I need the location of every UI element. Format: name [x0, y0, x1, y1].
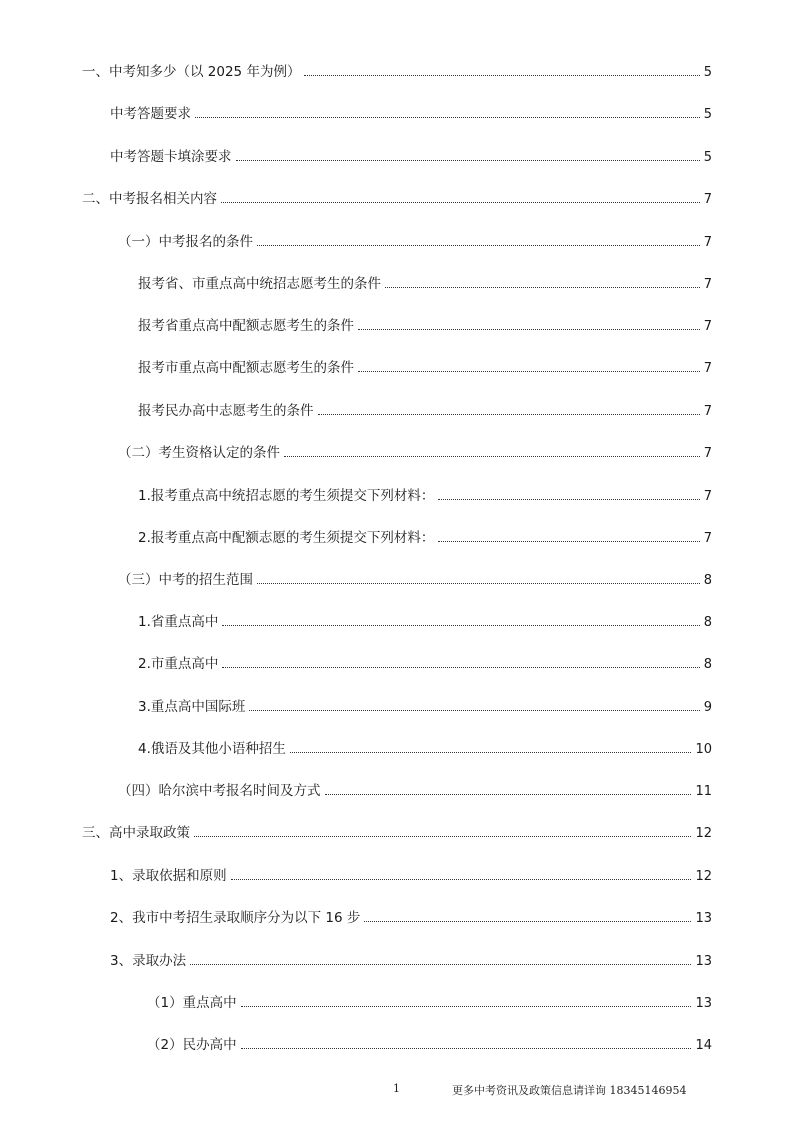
- dot-leader: [231, 879, 692, 880]
- toc-page-number: 5: [703, 150, 712, 165]
- toc-entry[interactable]: [0, 610, 794, 634]
- dot-leader: [257, 583, 700, 584]
- toc-entry-title: 三、高中录取政策: [82, 825, 190, 841]
- toc-entry[interactable]: [0, 102, 794, 126]
- toc-entry[interactable]: [0, 60, 794, 84]
- toc-entry[interactable]: [0, 1033, 794, 1057]
- toc-page-number: 9: [703, 700, 712, 715]
- toc-page-number: 8: [703, 573, 712, 588]
- toc-page-number: 10: [695, 742, 712, 757]
- toc-entry[interactable]: [0, 356, 794, 380]
- dot-leader: [325, 794, 692, 795]
- toc-entry-title: 报考民办高中志愿考生的条件: [138, 403, 314, 419]
- toc-page-number: 5: [703, 107, 712, 122]
- toc-page-number: 7: [703, 531, 712, 546]
- toc-page-number: 13: [695, 954, 712, 969]
- footer-contact-note: 更多中考资讯及政策信息请详询 18345146954: [452, 1084, 687, 1097]
- toc-entry-title: （一）中考报名的条件: [118, 234, 253, 250]
- dot-leader: [241, 1048, 692, 1049]
- toc-page-number: 7: [703, 446, 712, 461]
- page-footer: [0, 1082, 794, 1098]
- toc-entry-title: 中考答题要求: [110, 106, 191, 122]
- toc-entry[interactable]: [0, 484, 794, 508]
- toc-entry[interactable]: [0, 949, 794, 973]
- dot-leader: [249, 710, 699, 711]
- toc-page-number: 7: [703, 404, 712, 419]
- toc-entry-title: 二、中考报名相关内容: [82, 191, 217, 207]
- dot-leader: [364, 921, 691, 922]
- toc-page-number: 13: [695, 911, 712, 926]
- toc-entry-title: 2、我市中考招生录取顺序分为以下 16 步: [110, 910, 361, 926]
- toc-entry[interactable]: [0, 187, 794, 211]
- toc-page-number: 7: [703, 277, 712, 292]
- dot-leader: [222, 625, 699, 626]
- dot-leader: [385, 287, 700, 288]
- toc-entry-title: 1.报考重点高中统招志愿的考生须提交下列材料：: [138, 488, 435, 504]
- toc-page-number: 7: [703, 235, 712, 250]
- toc-entry[interactable]: [0, 864, 794, 888]
- toc-entry[interactable]: [0, 695, 794, 719]
- toc-page-number: 7: [703, 489, 712, 504]
- toc-entry[interactable]: [0, 821, 794, 845]
- toc-entry-title: 3.重点高中国际班: [138, 699, 246, 715]
- toc-entry[interactable]: [0, 399, 794, 423]
- toc-page-number: 7: [703, 319, 712, 334]
- dot-leader: [222, 667, 699, 668]
- toc-entry-title: 报考省重点高中配额志愿考生的条件: [138, 318, 354, 334]
- dot-leader: [195, 117, 700, 118]
- toc-entry-title: 1、录取依据和原则: [110, 868, 227, 884]
- toc-entry[interactable]: [0, 272, 794, 296]
- dot-leader: [194, 836, 691, 837]
- dot-leader: [358, 371, 700, 372]
- dot-leader: [190, 964, 691, 965]
- toc-entry[interactable]: [0, 568, 794, 592]
- toc-entry-title: 1.省重点高中: [138, 614, 219, 630]
- toc-entry-title: （四）哈尔滨中考报名时间及方式: [118, 783, 321, 799]
- toc-entry[interactable]: [0, 230, 794, 254]
- toc-entry-title: 报考省、市重点高中统招志愿考生的条件: [138, 276, 381, 292]
- toc-page-number: 12: [695, 869, 712, 884]
- dot-leader: [221, 202, 700, 203]
- dot-leader: [241, 1006, 692, 1007]
- toc-entry[interactable]: [0, 145, 794, 169]
- dot-leader: [290, 752, 692, 753]
- dot-leader: [358, 329, 700, 330]
- toc-page-number: 14: [695, 1038, 712, 1053]
- dot-leader: [257, 245, 700, 246]
- footer-page-number: 1: [393, 1082, 400, 1095]
- toc-page-number: 8: [703, 615, 712, 630]
- dot-leader: [438, 541, 699, 542]
- toc-entry[interactable]: [0, 441, 794, 465]
- toc-page-number: 13: [695, 996, 712, 1011]
- toc-entry-title: 一、中考知多少（以 2025 年为例）: [82, 64, 301, 80]
- toc-entry-title: 2.市重点高中: [138, 656, 219, 672]
- toc-entry[interactable]: [0, 737, 794, 761]
- toc-entry[interactable]: [0, 779, 794, 803]
- dot-leader: [236, 160, 700, 161]
- dot-leader: [318, 414, 700, 415]
- dot-leader: [284, 456, 700, 457]
- toc-entry[interactable]: [0, 906, 794, 930]
- toc-entry[interactable]: [0, 526, 794, 550]
- toc-entry-title: 2.报考重点高中配额志愿的考生须提交下列材料：: [138, 530, 435, 546]
- toc-entry-title: （三）中考的招生范围: [118, 572, 253, 588]
- dot-leader: [304, 75, 699, 76]
- toc-page-number: 8: [703, 657, 712, 672]
- toc-page-number: 7: [703, 192, 712, 207]
- dot-leader: [438, 499, 699, 500]
- toc-entry-title: （1）重点高中: [147, 995, 237, 1011]
- toc-page-number: 5: [703, 65, 712, 80]
- toc-page-number: 7: [703, 361, 712, 376]
- toc-entry-title: （2）民办高中: [147, 1037, 237, 1053]
- toc-entry[interactable]: [0, 991, 794, 1015]
- toc-page-number: 11: [695, 784, 712, 799]
- toc-entry-title: 3、录取办法: [110, 953, 187, 969]
- toc-entry-title: 4.俄语及其他小语种招生: [138, 741, 286, 757]
- toc-page-number: 12: [695, 826, 712, 841]
- toc-entry-title: （二）考生资格认定的条件: [118, 445, 280, 461]
- toc-entry-title: 中考答题卡填涂要求: [110, 149, 232, 165]
- toc-entry[interactable]: [0, 314, 794, 338]
- toc-entry-title: 报考市重点高中配额志愿考生的条件: [138, 360, 354, 376]
- toc-entry[interactable]: [0, 652, 794, 676]
